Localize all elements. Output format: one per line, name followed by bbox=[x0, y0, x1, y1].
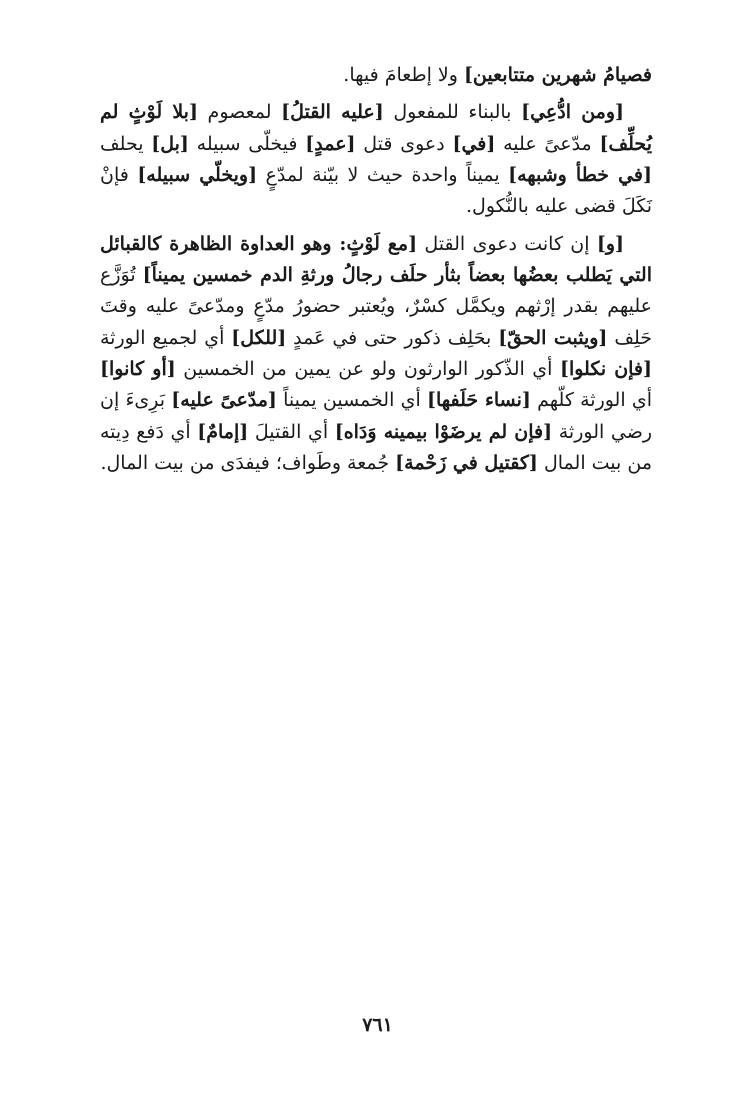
bracketed-matn-text: [في خطأ وشبهه] bbox=[508, 164, 652, 187]
bracketed-matn-text: فصيامُ شهرين متتابعين] bbox=[463, 64, 652, 86]
paragraph bbox=[100, 97, 652, 222]
commentary-text: أي الخمسين يميناً bbox=[276, 389, 427, 412]
bracketed-matn-text: [للكل] bbox=[231, 326, 287, 349]
commentary-text: ولا إطعامَ فيها. bbox=[343, 64, 464, 86]
commentary-text: فيخلّى سبيله bbox=[188, 132, 306, 155]
bracketed-matn-text: [نساء حَلَفها] bbox=[426, 389, 531, 412]
page-number: ٧٦١ bbox=[362, 1014, 393, 1036]
bracketed-matn-text: [بلا لَوْثٍ لم يُحلِّف] bbox=[100, 101, 652, 155]
paragraph bbox=[100, 229, 652, 480]
bracketed-matn-text: [بل] bbox=[151, 132, 189, 155]
commentary-text: فإنْ نَكَلَ قضى عليه بالنُّكول. bbox=[100, 164, 652, 218]
commentary-text: تُوَزَّع عليهم بقدر إرْثهم ويكمَّل كسْرٌ، ويُعتبر حضورُ مدّعٍ ومدّعىً عليه وقتَ حَلِف bbox=[100, 264, 653, 349]
bracketed-matn-text: [عليه القتلُ] bbox=[281, 101, 384, 124]
bracketed-matn-text: [في] bbox=[452, 132, 496, 155]
bracketed-matn-text: [أو كانوا] bbox=[100, 358, 176, 381]
bracketed-matn-text: [فإن لم يرضَوْا بيمينه وَدَاه] bbox=[334, 420, 553, 443]
commentary-text: أي القتيلَ bbox=[248, 420, 335, 443]
commentary-text: أي الذّكور الوارثون ولو عن يمين من الخمسين bbox=[175, 358, 560, 381]
commentary-text: أي الورثة كلّهم bbox=[530, 389, 653, 412]
bracketed-matn-text: [مدّعىً عليه] bbox=[171, 389, 277, 412]
commentary-text: يميناً واحدة حيث لا بيّنة لمدّعٍ bbox=[257, 164, 509, 187]
bracketed-matn-text: [كقتيل في زَحْمة] bbox=[395, 452, 538, 475]
commentary-text: يحلف bbox=[100, 132, 152, 155]
bracketed-matn-text: [ويثبت الحقّ] bbox=[498, 326, 608, 349]
commentary-text: بَرِىءَ إن رضي الورثة bbox=[100, 389, 652, 443]
commentary-text: بالبناء للمفعول bbox=[383, 101, 522, 124]
bracketed-matn-text: [ويخلّي سبيله] bbox=[137, 164, 258, 187]
commentary-text: دعوى قتل bbox=[355, 132, 453, 155]
commentary-text: بحَلِف ذكور حتى في عَمدٍ bbox=[286, 326, 499, 349]
commentary-text: إن كانت دعوى القتل bbox=[417, 232, 597, 255]
bracketed-matn-text: [ومن ادُّعِي] bbox=[521, 101, 624, 124]
commentary-text: مدّعىً عليه bbox=[495, 132, 600, 155]
commentary-text: لمعصوم bbox=[197, 101, 282, 124]
bracketed-matn-text: [و] bbox=[596, 232, 624, 255]
commentary-text: جُمعة وطَواف؛ فيفدَى من بيت المال. bbox=[100, 452, 396, 475]
bracketed-matn-text: [مع لَوْثٍ: وهو العداوة الظاهرة كالقبائل التي يَطلب بعضُها بعضاً بثأر حلَف رجالُ ورثةِ الدم خمسين يميناً] bbox=[100, 232, 652, 287]
main-text bbox=[100, 60, 652, 485]
commentary-text: أي دَفع دِيته من بيت المال bbox=[100, 420, 652, 475]
bracketed-matn-text: [عمدٍ] bbox=[305, 132, 356, 155]
paragraph bbox=[100, 60, 652, 91]
bracketed-matn-text: [إمامٌ] bbox=[197, 420, 249, 443]
bracketed-matn-text: [فإن نكلوا] bbox=[559, 358, 653, 381]
commentary-text: أي لجميع الورثة bbox=[100, 326, 232, 349]
